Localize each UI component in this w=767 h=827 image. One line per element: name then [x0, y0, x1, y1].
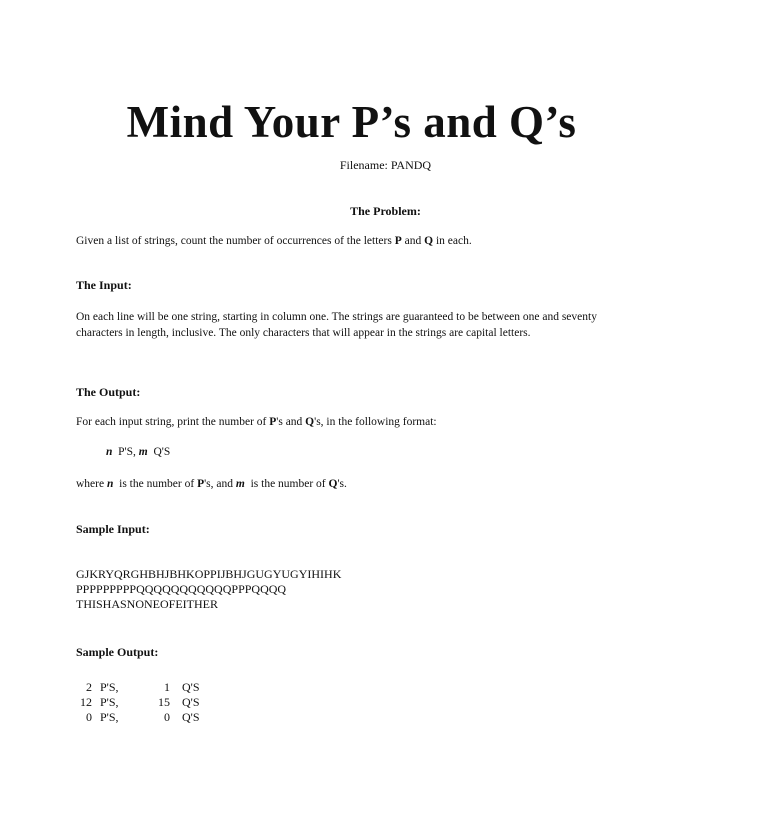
where-mid-1: is the number of [113, 478, 198, 490]
p-count: 12 [80, 695, 92, 709]
format-m: m [138, 446, 148, 458]
table-row [76, 710, 200, 725]
where-q: Q [328, 478, 338, 490]
filename-line: Filename: PANDQ [339, 158, 432, 172]
sample-input-line: GJKRYQRGHBHJBHKOPPIJBHJGUGYUGYIHIHK [76, 567, 342, 581]
where-m: m [235, 478, 245, 490]
problem-text-start: Given a list of strings, count the number of occurrences of the letters [76, 235, 395, 247]
problem-heading: The Problem: [350, 204, 421, 218]
sample-input-block [76, 567, 341, 612]
format-n: n [106, 446, 113, 458]
table-row [76, 695, 200, 710]
letter-q: Q [424, 235, 434, 247]
problem-text [76, 233, 636, 249]
page-title: Mind Your P’s and Q’s [126, 97, 577, 147]
output-intro-p: P [269, 416, 277, 428]
q-label: Q'S [182, 680, 200, 694]
q-label: Q'S [182, 695, 200, 709]
p-count: 0 [86, 710, 92, 724]
format-p-label: P'S, [112, 446, 139, 458]
letter-p: P [394, 235, 402, 247]
p-label: P'S, [100, 695, 119, 709]
format-q-label: Q'S [147, 446, 171, 458]
q-count: 0 [164, 710, 170, 724]
sample-output-heading: Sample Output: [76, 645, 159, 659]
problem-text-end: in each. [433, 235, 472, 247]
sample-input-line: PPPPPPPPPQQQQQQQQQQQPPPQQQQ [76, 582, 287, 596]
output-where [76, 476, 636, 492]
output-intro-q: Q [305, 416, 315, 428]
where-n: n [106, 478, 114, 490]
input-heading: The Input: [76, 278, 132, 292]
input-description: On each line will be one string, starting in column one. The strings are guaranteed to be between one and seventy characters in length, inclusive. The only characters that will appear in the strings are capital letters. [76, 311, 597, 339]
p-label: P'S, [100, 710, 119, 724]
output-heading: The Output: [76, 385, 141, 399]
output-intro-mid: 's and [276, 416, 306, 428]
sample-input-heading: Sample Input: [76, 522, 150, 536]
where-mid-3: is the number of [244, 478, 329, 490]
output-intro-end: 's, in the following format: [314, 416, 437, 428]
q-count: 1 [164, 680, 170, 694]
problem-text-and: and [401, 235, 425, 247]
q-count: 15 [158, 695, 170, 709]
table-row [76, 680, 200, 695]
output-format-line [106, 444, 170, 460]
where-mid-2: 's, and [204, 478, 236, 490]
q-label: Q'S [182, 710, 200, 724]
output-intro-start: For each input string, print the number of [76, 416, 270, 428]
where-p: P [197, 478, 205, 490]
sample-output-table [76, 680, 200, 725]
where-start: where [76, 478, 107, 490]
output-intro [76, 414, 636, 430]
p-count: 2 [86, 680, 92, 694]
where-end: 's. [337, 478, 347, 490]
p-label: P'S, [100, 680, 119, 694]
sample-input-line: THISHASNONEOFEITHER [76, 597, 218, 611]
